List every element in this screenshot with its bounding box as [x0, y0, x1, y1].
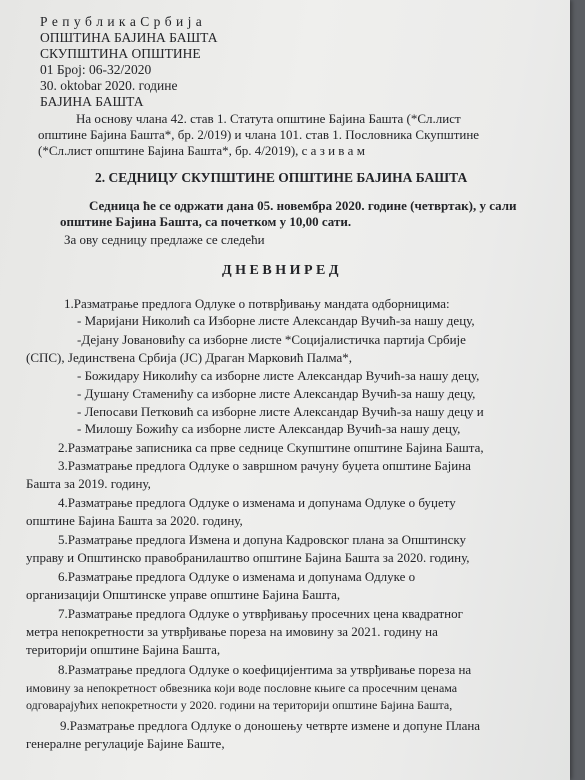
agenda-line: организацији Општинске управе општине Бајина Башта, [26, 587, 341, 602]
republic-heading: Р е п у б л и к а С р б и ј а [40, 14, 203, 29]
session-title: 2. СЕДНИЦУ СКУПШТИНЕ ОПШТИНЕ БАЈИНА БАШТА [95, 170, 468, 185]
agenda-line: одговарајућих непокретности у 2020. години на територији општине Бајина Башта, [26, 698, 453, 712]
agenda-line: 5.Разматрање предлога Измена и допуна Кадровског плана за Општинску [58, 532, 467, 547]
assembly-heading: СКУПШТИНА ОПШТИНЕ [40, 46, 201, 61]
agenda-line: - Божидару Николићу са изборне листе Александар Вучић-за нашу децу, [77, 368, 480, 383]
city-name: БАЈИНА БАШТА [40, 94, 144, 109]
proposal-intro: За ову седницу предлаже се следећи [64, 232, 265, 247]
preamble-line: општине Бајина Башта*, бр. 2/019) и члана 101. став 1. Пословника Скупштине [38, 127, 480, 142]
agenda-line: 2.Разматрање записника са прве седнице Скупштине општине Бајина Башта, [58, 440, 484, 455]
preamble-line: (*Сл.лист општине Бајина Башта*, бр. 4/2019), с а з и в а м [38, 143, 365, 158]
agenda-line: - Лепосави Петковић са изборне листе Александар Вучић-за нашу децу и [77, 404, 484, 419]
agenda-line: имовину за непокретност обвезника који воде пословне књиге са просечним ценама [26, 681, 458, 695]
session-info-line: општине Бајина Башта, са почетком у 10,00 сати. [60, 214, 352, 229]
agenda-line: - Душану Стаменићу са изборне листе Александар Вучић-за нашу децу, [77, 386, 476, 401]
agenda-line: (СПС), Јединствена Србија (ЈС) Драган Марковић Палма*, [26, 350, 353, 365]
agenda-line: 1.Разматрање предлога Одлуке о потврђивању мандата одборницима: [64, 296, 450, 311]
agenda-line: - Милошу Божићу са изборне листе Александар Вучић-за нашу децу, [77, 421, 461, 436]
agenda-line: 4.Разматрање предлога Одлуке о изменама и допунама Одлуке о буџету [58, 495, 456, 510]
agenda-line: општине Бајина Башта за 2020. годину, [26, 513, 243, 528]
session-info-line: Седница ће се одржати дана 05. новембра 2020. године (четвртак), у сали [89, 198, 517, 213]
agenda-line: територији општине Бајина Башта, [26, 642, 221, 657]
document-date: 30. oktobar 2020. године [40, 78, 178, 93]
agenda-line: 9.Разматрање предлога Одлуке о доношењу четврте измене и допуне Плана [60, 718, 481, 733]
agenda-title: Д Н Е В Н И Р Е Д [222, 263, 339, 278]
agenda-line: 3.Разматрање предлога Одлуке о завршном рачуну буџета општине Бајина [58, 458, 471, 473]
agenda-line: 7.Разматрање предлога Одлуке о утврђивању просечних цена квадратног [58, 606, 463, 621]
agenda-line: генералне регулације Бајине Баште, [26, 736, 225, 751]
municipality-heading: ОПШТИНА БАЈИНА БАШТА [40, 30, 218, 45]
document-number: 01 Број: 06-32/2020 [40, 62, 152, 77]
agenda-line: -Дејану Јовановићу са изборне листе *Социјалистичка партија Србије [77, 332, 466, 347]
agenda-line: метра непокретности за утврђивање пореза на имовину за 2021. годину на [26, 624, 438, 639]
agenda-line: управу и Општинско правобранилаштво општине Бајина Башта за 2020. годину, [26, 550, 470, 565]
agenda-line: 6.Разматрање предлога Одлуке о изменама и допунама Одлуке о [58, 569, 416, 584]
agenda-line: Башта за 2019. годину, [26, 476, 151, 491]
agenda-line: 8.Разматрање предлога Одлуке о коефицијентима за утврђивање пореза на [58, 662, 472, 677]
preamble-line: На основу члана 42. став 1. Статута општине Бајина Башта (*Сл.лист [76, 111, 461, 126]
agenda-line: - Маријани Николић са Изборне листе Александар Вучић-за нашу децу, [77, 313, 475, 328]
